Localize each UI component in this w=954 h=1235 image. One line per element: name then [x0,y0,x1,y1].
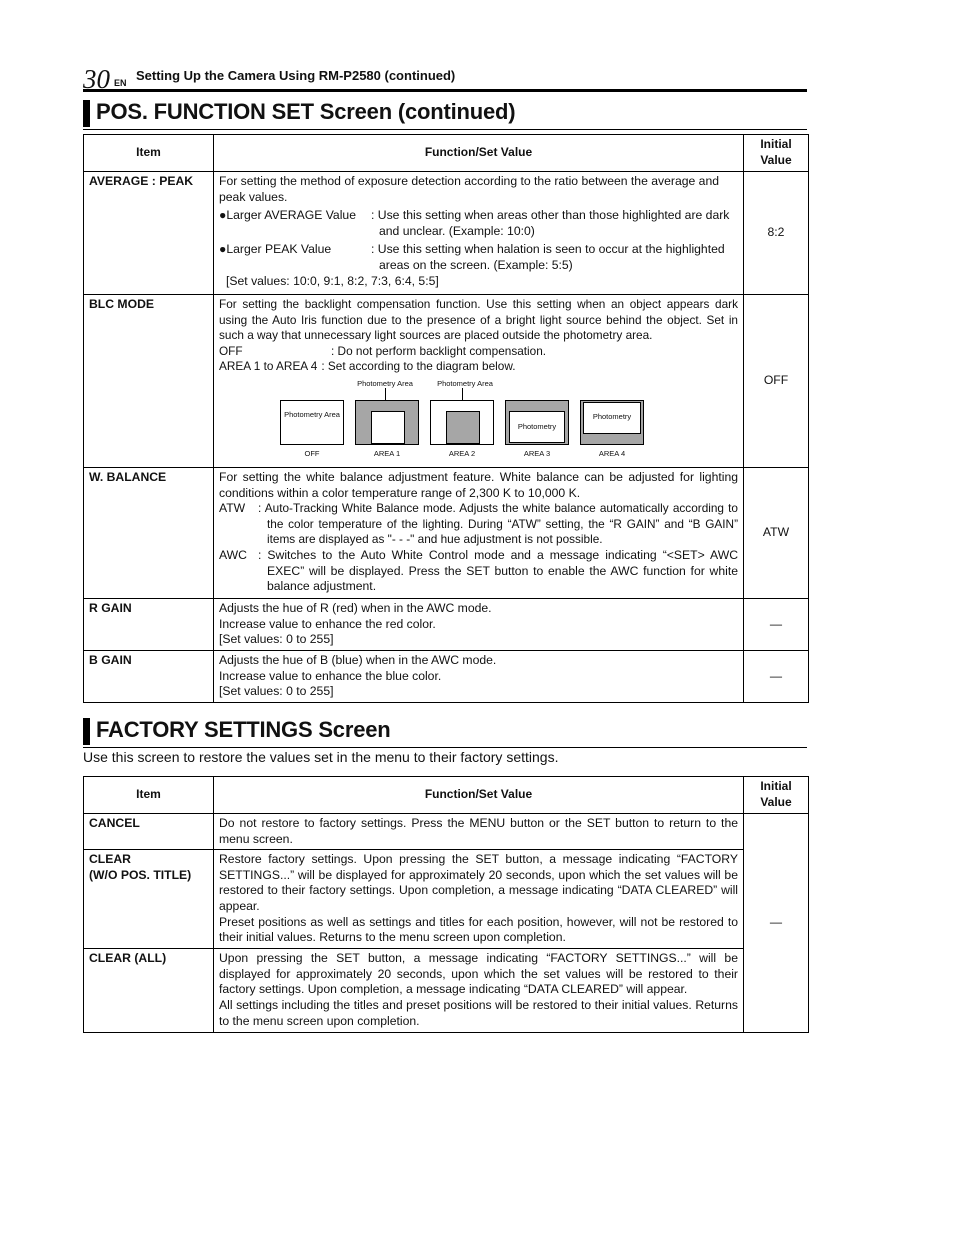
initial-r-gain: — [744,599,809,651]
page-number: 30 [83,64,110,94]
initial-factory-settings: — [744,814,809,1033]
option-value: : Switches to the Auto White Control mode and a message indicating “<SET> AWC EXEC” will be displayed. Press the SET button to enable the AWC function for white balance adjustment. [258,547,738,594]
text-line: Increase value to enhance the red color. [219,616,436,631]
option-key: ●Larger PEAK Value [219,242,332,257]
heading-bar [83,100,90,127]
item-r-gain: R GAIN [84,599,214,651]
w-balance-desc: For setting the white balance adjustment feature. White balance can be adjusted for lighting conditions within a color temperature range of 2,300 K to 10,000 K. [219,470,738,500]
set-values: [Set values: 10:0, 9:1, 8:2, 7:3, 6:4, 5:5] [226,273,439,288]
item-average-peak: AVERAGE : PEAK [84,172,214,295]
option-value: : Auto-Tracking White Balance mode. Adjusts the white balance automatically according to the color temperature of the lighting. During “ATW” setting, the “R GAIN” and “B GAIN” items are displayed as "- - -" and hue adjustment is not possible. [258,501,738,547]
table-row-r-gain [84,599,809,651]
table-row-clear-wo-pos-title [84,850,809,949]
section-heading-factory-settings [83,715,807,748]
diagram-box-label: Photometry [517,421,557,431]
pos-function-table [83,134,809,703]
average-peak-desc: For setting the method of exposure detection according to the ratio between the average and peak values. [219,174,720,204]
table-header-row [84,777,809,814]
table-row-blc-mode [84,295,809,468]
diagram-caption: OFF [304,448,320,458]
photometry-area-region [583,402,641,434]
diagram-box-area2 [430,400,494,445]
item-clear-wo-pos-title [84,850,214,949]
section-intro: Use this screen to restore the values set in the menu to their factory settings. [83,749,559,765]
column-header-initial: Initial Value [744,777,809,814]
page-header [83,64,807,92]
table-row-b-gain [84,651,809,703]
initial-w-balance: ATW [744,468,809,599]
photometry-area-diagram [219,379,738,463]
option-key: ●Larger AVERAGE Value [219,208,356,223]
function-clear-wo-pos-title [214,850,744,949]
factory-settings-table [83,776,809,1033]
item-label-line: CLEAR [89,852,131,867]
option-key: AREA 1 to AREA 4 [219,359,318,374]
function-r-gain [214,599,744,651]
item-label-line: (W/O POS. TITLE) [89,867,192,882]
table-row-clear-all [84,949,809,1033]
column-header-item: Item [84,135,214,172]
diagram-box-label: Photometry [592,411,632,421]
option-larger-average [219,208,738,239]
function-cancel: Do not restore to factory settings. Press the MENU button or the SET button to return to the menu screen. [214,814,744,850]
photometry-area-region [509,411,565,443]
option-key: OFF [219,343,243,358]
table-row-w-balance [84,468,809,599]
diagram-box-area1 [355,400,419,445]
item-cancel: CANCEL [84,814,214,850]
paragraph: Upon pressing the SET button, a message indicating “FACTORY SETTINGS...” will be displayed for approximately 20 seconds, upon which the set values will be restored to their factory settings. Upon completion, a message indicating “DATA CLEARED” will appear. [219,951,738,997]
table-row-cancel [84,814,809,850]
item-clear-all: CLEAR (ALL) [84,949,214,1033]
diagram-box-area3 [505,400,569,445]
diagram-box-area4 [580,400,644,445]
text-line: [Set values: 0 to 255] [219,632,334,647]
function-b-gain [214,651,744,703]
diagram-label-area1: Photometry Area [357,378,413,388]
column-header-initial: Initial Value [744,135,809,172]
text-line: Adjusts the hue of B (blue) when in the AWC mode. [219,653,497,667]
photometry-area-region [446,411,480,444]
diagram-caption: AREA 2 [448,448,476,458]
table-header-row [84,135,809,172]
option-value: : Use this setting when areas other than those highlighted are dark and unclear. (Example: 10:0) [371,208,730,238]
column-header-item: Item [84,777,214,814]
function-blc-mode [214,295,744,468]
blc-off-line [219,344,738,360]
table-row-average-peak [84,172,809,295]
item-w-balance: W. BALANCE [84,468,214,599]
initial-average-peak: 8:2 [744,172,809,295]
item-blc-mode: BLC MODE [84,295,214,468]
photometry-area-region [371,411,405,444]
paragraph: Restore factory settings. Upon pressing the SET button, a message indicating “FACTORY SETTINGS...” will be displayed for approximately 20 seconds, upon which the set values will be restored to their factory settings. Upon completion, a message indicating “DATA CLEARED” will appear. [219,852,738,913]
diagram-caption: AREA 4 [598,448,626,458]
diagram-label-area2: Photometry Area [437,378,493,388]
item-b-gain: B GAIN [84,651,214,703]
column-header-function: Function/Set Value [214,777,744,814]
diagram-caption: AREA 3 [523,448,551,458]
page-language: EN [114,78,127,88]
option-larger-peak [219,242,738,273]
text-line: [Set values: 0 to 255] [219,684,334,699]
initial-blc-mode: OFF [744,295,809,468]
section-title: POS. FUNCTION SET Screen (continued) [96,99,516,124]
option-value: : Use this setting when halation is seen to occur at the highlighted areas on the screen. (Example: 5:5) [371,242,725,272]
blc-area-line [219,359,738,375]
column-header-function: Function/Set Value [214,135,744,172]
section-heading-pos-function [83,97,807,130]
option-value: : Set according to the diagram below. [321,359,516,374]
diagram-box-label: Photometry Area [284,409,340,419]
option-atw [219,501,738,548]
running-header-title: Setting Up the Camera Using RM-P2580 (continued) [136,68,456,83]
section-title: FACTORY SETTINGS Screen [96,717,391,742]
paragraph: All settings including the titles and preset positions will be restored to their initial values. Returns to the menu screen upon completion. [219,997,738,1028]
blc-desc: For setting the backlight compensation function. Use this setting when an object appears dark using the Auto Iris function due to the presence of a bright light source behind the object. Set in such a way that unnecessary light sources are placed outside the photometry area. [219,297,738,343]
function-clear-all [214,949,744,1033]
function-average-peak [214,172,744,295]
text-line: Increase value to enhance the blue color. [219,668,442,683]
option-key: ATW [219,501,246,516]
heading-bar [83,718,90,745]
paragraph: Preset positions as well as settings and titles for each position, however, will not be restored to their initial values. Returns to the menu screen upon completion. [219,914,738,945]
option-key: AWC [219,547,247,562]
option-awc [219,548,738,595]
diagram-box-off [280,400,344,445]
text-line: Adjusts the hue of R (red) when in the AWC mode. [219,601,492,615]
initial-b-gain: — [744,651,809,703]
diagram-caption: AREA 1 [373,448,401,458]
option-value: : Do not perform backlight compensation. [331,343,547,358]
function-w-balance [214,468,744,599]
